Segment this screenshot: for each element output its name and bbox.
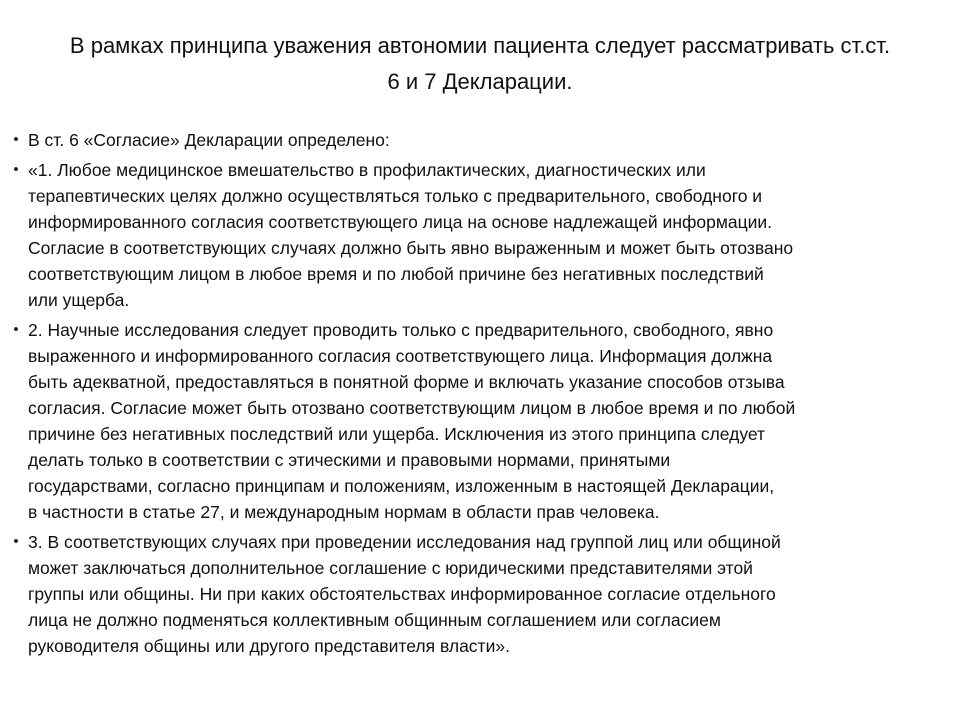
bullet-text-line: государствами, согласно принципам и положениям, изложенным в настоящей Декларации,	[28, 476, 775, 496]
bullet-item-clause-1	[13, 157, 944, 313]
bullet-icon: •	[13, 131, 19, 148]
bullet-icon: •	[13, 321, 19, 338]
bullet-item-clause-2	[13, 317, 944, 525]
bullet-text-line: 3. В соответствующих случаях при проведении исследования над группой лиц или общиной	[28, 532, 781, 552]
slide-title-line: 6 и 7 Декларации.	[387, 69, 573, 94]
bullet-text-line: В ст. 6 «Согласие» Декларации определено:	[28, 130, 390, 150]
bullet-text-line: информированного согласия соответствующего лица на основе надлежащей информации.	[28, 212, 773, 232]
bullet-list	[13, 127, 944, 663]
bullet-text-line: причине без негативных последствий или ущерба. Исключения из этого принципа следует	[28, 424, 766, 444]
bullet-text-line: согласия. Согласие может быть отозвано соответствующим лицом в любое время и по любой	[28, 398, 796, 418]
bullet-text-line: делать только в соответствии с этическими и правовыми нормами, принятыми	[28, 450, 671, 470]
bullet-text-line: Согласие в соответствующих случаях должно быть явно выраженным и может быть отозвано	[28, 238, 794, 258]
bullet-item-article6-intro	[13, 127, 944, 153]
bullet-text-line: в частности в статье 27, и международным нормам в области прав человека.	[28, 502, 660, 522]
bullet-text-line: соответствующим лицом в любое время и по любой причине без негативных последствий	[28, 264, 764, 284]
bullet-text-line: руководителя общины или другого представителя власти».	[28, 636, 510, 656]
bullet-text-line: быть адекватной, предоставляться в понятной форме и включать указание способов отзыва	[28, 372, 785, 392]
bullet-text-line: «1. Любое медицинское вмешательство в профилактических, диагностических или	[28, 160, 706, 180]
bullet-text-line: может заключаться дополнительное соглашение с юридическими представителями этой	[28, 558, 753, 578]
bullet-text-line: группы или общины. Ни при каких обстоятельствах информированное согласие отдельного	[28, 584, 776, 604]
bullet-item-clause-3	[13, 529, 944, 659]
bullet-text-line: терапевтических целях должно осуществляться только с предварительного, свободного и	[28, 186, 763, 206]
bullet-text-line: выраженного и информированного согласия соответствующего лица. Информация должна	[28, 346, 773, 366]
bullet-text-line: лица не должно подменяться коллективным общинным соглашением или согласием	[28, 610, 721, 630]
bullet-text-line: 2. Научные исследования следует проводить только с предварительного, свободного, явно	[28, 320, 774, 340]
slide-title-line: В рамках принципа уважения автономии пациента следует рассматривать ст.ст.	[69, 33, 891, 58]
bullet-icon: •	[13, 533, 19, 550]
bullet-text-line: или ущерба.	[28, 290, 130, 310]
slide-title	[24, 28, 936, 100]
bullet-icon: •	[13, 161, 19, 178]
